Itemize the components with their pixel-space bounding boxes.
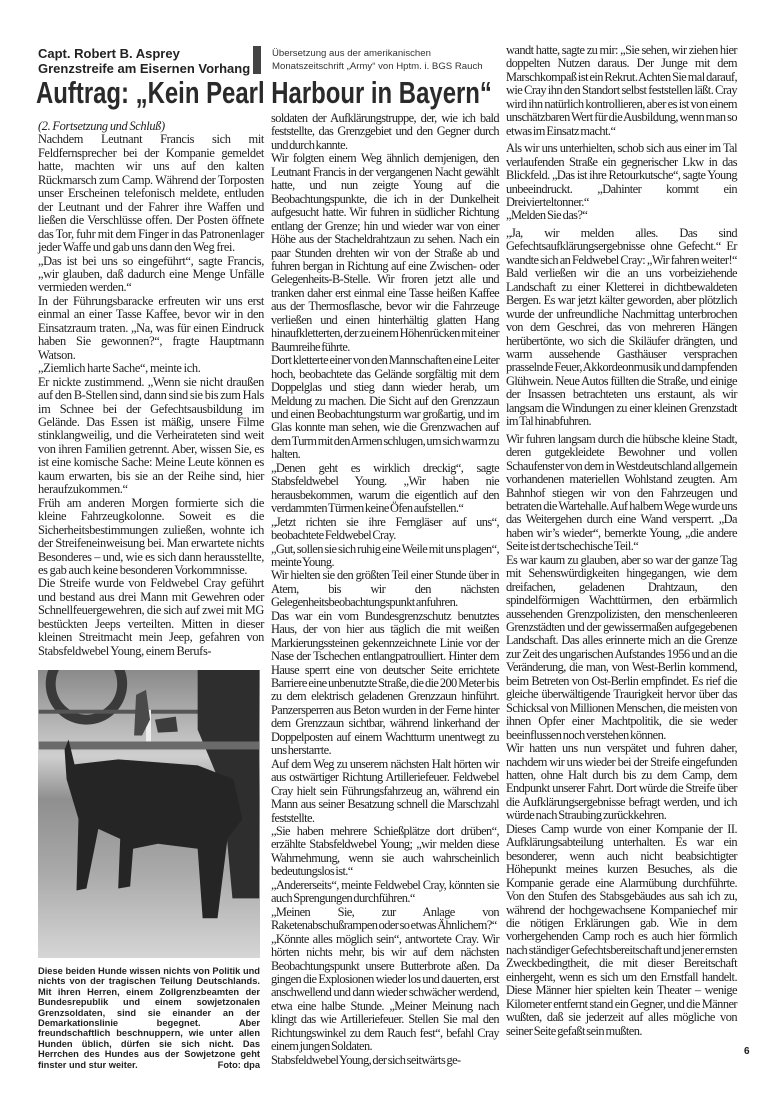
paragraph: „Jetzt richten sie ihre Ferngläser auf uns“, beobachtete Feldwebel Cray.	[271, 514, 499, 543]
paragraph: Auf dem Weg zu unserem nächsten Halt hörten wir aus ostwärtiger Richtung Artilleriefeuer. Feldwebel Cray hielt sein Führungsfahrzeug an, während ein Mann aus seiner Besatzung schnell die Marschzahl feststellte.	[271, 756, 499, 825]
paragraph: Es war kaum zu glauben, aber so war der ganze Tag mit Sehenswürdigkeiten hingegangen, wie dem dreifachen, geladenen Drahtzaun, den spindelförmigen Wachttürmen, den erbärmlich aussehenden Grenzpolizisten, den menschenleeren Grenzstädten und der gewissermaßen aufgegebenen Landschaft. Das alles erinnerte mich an die Grenze zur Zeit des ungarischen Aufstandes 1956 und an die Veränderung, die man, von West-Berlin kommend, beim Betreten von Ost-Berlin empfindet. Es rief die gleiche überwältigende Traurigkeit hervor über das Schicksal von Millionen Menschen, die meisten von ihnen Opfer einer Machtpolitik, die sie weder beeinflussen noch verstehen können.	[506, 552, 737, 742]
paragraph: Früh am anderen Morgen formierte sich die kleine Fahrzeugkolonne. Soweit es die Sicherheitsbestimmungen zuließen, wohnte ich der Streifeneinweisung bei. Man erwartete nichts Besonderes – und, wie es sich dann herausstellte, es gab auch keine besonderen Vorkommnisse.	[38, 495, 264, 577]
paragraph: Nachdem Leutnant Francis sich mit Feldfernsprecher bei der Kompanie gemeldet hatte, machten wir uns auf den kalten Rückmarsch zum Camp. Während der Torposten unser Erscheinen telefonisch meldete, entluden der Leutnant und der Fahrer ihre Waffen und ließen die Verschlüsse offen. Der Posten öffnete das Tor, fuhr mit dem Finger in das Patronenlager jeder Waffe und gab uns dann den Weg frei.	[38, 132, 264, 255]
text-column-3	[506, 44, 737, 1038]
paragraph: Wir hielten sie den größten Teil einer Stunde über in Atem, bis wir den nächsten Gelegenheitsbeobachtungspunkt anfuhren.	[271, 568, 499, 610]
paragraph: Als wir uns unterhielten, schob sich aus einer im Tal verlaufenden Straße ein gegnerischer Lkw in das Blickfeld. „Das ist ihre Retourkutsche“, sagte Young unbeeindruckt. „Dahinter kommt ein Dreivierteltonner.“	[506, 141, 737, 209]
text-column-1	[38, 120, 264, 658]
page-number: 6	[744, 1046, 750, 1057]
series-title: Grenzstreife am Eisernen Vorhang	[38, 61, 251, 76]
paragraph: Dieses Camp wurde von einer Kompanie der II. Aufklärungsabteilung unterhalten. Es war ein besonderer, wenn auch nicht beabsichtigter Höhepunkt meines kurzen Besuches, als die Kompanie gerade eine Alarmübung durchführte. Von den Stufen des Stabsgebäudes aus sah ich zu, während der hochgewachsene Kompaniechef mir die nötigen Erklärungen gab. Wie in dem vorhergehenden Camp roch es auch hier förmlich nach ständiger Gefechtsbereitschaft und jener ernsten Zweckbedingtheit, die mit dieser Bereitschaft einhergeht, wenn es sich um den Ernstfall handelt. Diese Männer hier spielten kein Theater – wenige Kilometer entfernt stand ein Gegner, und die Männer wußten, daß sie jederzeit auf alles mögliche von seiner Seite gefaßt sein mußten.	[506, 821, 737, 1038]
paragraph: „Sie haben mehrere Schießplätze dort drüben“, erzählte Stabsfeldwebel Young; „wir melden diese Wahrnehmung, wenn sie auch wahrscheinlich bedeutungslos ist.“	[271, 824, 499, 879]
text-column-2	[271, 112, 499, 1067]
paragraph: Das war ein vom Bundesgrenzschutz benutztes Haus, der von hier aus täglich die mit weißen Markierungssteinen gekennzeichnete Linie vor der Nase der Tschechen entlangpatroulliert. Hinter dem Hause sperrt eine von deutscher Seite errichtete Barriere eine unbenutzte Straße, die die 200 Meter bis zu dem elektrisch geladenen Grenzzaun hinführt. Panzersperren aus Beton wurden in der Ferne hinter dem Grenzzaun sichtbar, während linkerhand der Doppelposten auf einem Wachtturm unentwegt zu uns herstarrte.	[271, 608, 499, 758]
paragraph: Die Streife wurde von Feldwebel Cray geführt und bestand aus drei Mann mit Gewehren oder Schnellfeuergewehren, die sich auf zwei mit MG bestückten Jeeps verteilten. Mitten in dieser kleinen Streitmacht mein Jeep, gefahren von Stabsfeldwebel Young, einem Berufs-	[38, 576, 264, 658]
paragraph: In der Führungsbaracke erfreuten wir uns erst einmal an einer Tasse Kaffee, bevor wir in den Einsatzraum traten. „Na, was für einen Eindruck haben Sie gewonnen?“, fragte Hauptmann Watson.	[38, 293, 264, 362]
paragraph: Stabsfeldwebel Young, der sich seitwärts ge-	[271, 1052, 461, 1067]
author-name: Capt. Robert B. Asprey	[38, 46, 180, 61]
header-divider-bar	[253, 46, 261, 74]
paragraph: „Ziemlich harte Sache“, meinte ich.	[38, 361, 201, 376]
paragraph: Wir folgten einem Weg ähnlich demjenigen, den Leutnant Francis in der vergangenen Nacht gewählt hatte, und nun zeigte Young auf die Beobachtungspunkte, die ich in der Dunkelheit aufgesucht hatte. Wir fuhren in südlicher Richtung entlang der Grenze; hin und wieder war von einer Höhe aus der Stacheldrahtzaun zu sehen. Nach ein paar Stunden drehten wir von der Straße ab und fuhren bergan in Richtung auf eine Zwischen- oder Gelegenheits-B-Stelle. Wir froren jetzt alle und tranken daher erst einmal eine Tasse heißen Kaffee aus der Thermosflasche, bevor wir die Fahrzeuge verließen und einen hinterhältig glatten Hang hinaufkletterten, der zu einem Höhenrücken mit einer Baumreihe führte.	[271, 151, 499, 354]
paragraph: „Gut, sollen sie sich ruhig eine Weile mit uns plagen“, meinte Young.	[271, 541, 499, 569]
paragraph: „Könnte alles möglich sein“, antwortete Cray. Wir hörten nichts mehr, bis wir auf dem nächsten Beobachtungspunkt unsere Butterbrote aßen. Da gingen die Explosionen wieder los und dauerten, erst anschwellend und dann wieder schwächer werdend, etwa eine halbe Stunde. „Meiner Meinung nach klingt das wie Artilleriefeuer. Stellen Sie mal den Richtungswinkel zu dem Rauch fest“, befahl Cray einem jungen Soldaten.	[271, 931, 499, 1054]
paragraph: „Meinen Sie, zur Anlage von Raketenabschußrampen oder so etwas Ähnlichem?“	[271, 904, 499, 933]
article-author	[38, 46, 250, 76]
paragraph: soldaten der Aufklärungstruppe, der, wie ich bald feststellte, das Grenzgebiet und den Gegner durch und durch kannte.	[271, 111, 499, 152]
paragraph: Er nickte zustimmend. „Wenn sie nicht draußen auf den B-Stellen sind, dann sind sie bis zum Hals im Schnee bei der Gefechtsausbildung im Gelände. Das Essen ist mäßig, unsere Filme stinklangweilig, und die Verheirateten sind weit von ihren Familien getrennt. Aber, wissen Sie, es ist eine komische Sache: Meine Leute können es kaum erwarten, bis sie an der Reihe sind, hier heraufzukommen.“	[38, 374, 264, 497]
article-title: Auftrag: „Kein Pearl Harbour in Bayern“	[36, 75, 492, 110]
continuation-note: (2. Fortsetzung und Schluß)	[38, 119, 165, 133]
paragraph: „Ja, wir melden alles. Das sind Gefechtsaufklärungsergebnisse ohne Gefecht.“ Er wandte sich an Feldwebel Cray: „Wir fahren weiter!“ Bald verließen wir die an uns vorbeiziehende Landschaft zu einer Kletterei in dichtbewaldeten Bergen. Es war jetzt kälter geworden, aber plötzlich wurde der unfreundliche Nachmittag unterbrochen von dem Geschrei, das von mehreren Hängen herübertönte, wo sich die Skiläufer drängten, und warm aussehende Gasthäuser versprachen prasselnde Feuer, Akkordeonmusik und dampfenden Glühwein. Neue Autos füllten die Straße, und einige der Insassen betrachteten uns erstaunt, als wir langsam die Windungen zu einer kleinen Grenzstadt im Tal hinabfuhren.	[506, 225, 737, 429]
caption-text: Diese beiden Hunde wissen nichts von Politik und nichts von der tragischen Teilung Deutschlands. Mit ihren Herren, einem Zollgrenzbeamten der Bundesrepublik und einem sowjetzonalen Grenzsoldaten, sind sie einander an der Demarkationslinie begegnet. Aber freundschaftlich beschnuppern, wie unter allen Hunden üblich, dürfen sie sich nicht. Das Herrchen des Hundes aus der Sowjetzone geht finster und stur weiter.	[38, 966, 260, 1070]
paragraph: „Melden Sie das?“	[506, 208, 588, 223]
paragraph: „Das ist bei uns so eingeführt“, sagte Francis, „wir glauben, daß dadurch eine Menge Unfälle vermieden werden.“	[38, 253, 264, 295]
paragraph: wandt hatte, sagte zu mir: „Sie sehen, wir ziehen hier doppelten Nutzen daraus. Der Junge mit dem Marschkompaß ist ein Rekrut. Achten Sie mal darauf, wie Cray ihn den Standort selbst feststellen läßt. Cray wird ihn natürlich kontrollieren, aber es ist von einem unschätzbaren Wert für die Ausbildung, wenn man so etwas im Einsatz macht.“	[506, 43, 737, 138]
paragraph: „Andererseits“, meinte Feldwebel Cray, könnten sie auch Sprengungen durchführen.“	[271, 877, 499, 906]
paragraph: Dort kletterte einer von den Mannschaften eine Leiter hoch, beobachtete das Gelände sorgfältig mit dem Doppelglas und stieg dann wieder herab, um Meldung zu machen. Die Sicht auf den Grenzzaun und einen Beobachtungsturm war großartig, und im Glas konnte man sehen, wie die Grenzwachen auf dem Turm mit den Armen schlugen, um sich warm zu halten.	[271, 353, 499, 462]
photo-credit: Foto: dpa	[217, 1059, 260, 1070]
translation-note: Übersetzung aus der amerikanischen Monatszeitschrift „Army“ von Hptm. i. BGS Rauch	[272, 48, 483, 72]
dogs-photo	[38, 670, 260, 958]
paragraph: Wir hatten uns nun verspätet und fuhren daher, nachdem wir uns wieder bei der Streife eingefunden hatten, ohne Halt durch bis zu dem Camp, dem Endpunkt unserer Fahrt. Dort würde die Streife über die Aufklärungsergebnisse befragt werden, und ich würde nach Straubing zurückkehren.	[506, 741, 737, 823]
paragraph: Wir fuhren langsam durch die hübsche kleine Stadt, deren gutgekleidete Bewohner und vollen Schaufenster von dem in Westdeutschland allgemein vorhandenen materiellen Wohlstand zeugten. Am Bahnhof stiegen wir von den Fahrzeugen und betraten die Wartehalle. Auf halbem Wege wurde uns das Weitergehen durch eine Wand versperrt. „Da haben wir’s wieder“, bemerkte Young, „die andere Seite ist der tschechische Teil.“	[506, 431, 737, 554]
paragraph: „Denen geht es wirklich dreckig“, sagte Stabsfeldwebel Young. „Wir haben nie herausbekommen, warum die eigentlich auf den verdammten Türmen keine Öfen aufstellen.“	[271, 460, 499, 516]
photo-image	[38, 670, 260, 958]
photo-caption	[38, 966, 260, 1070]
